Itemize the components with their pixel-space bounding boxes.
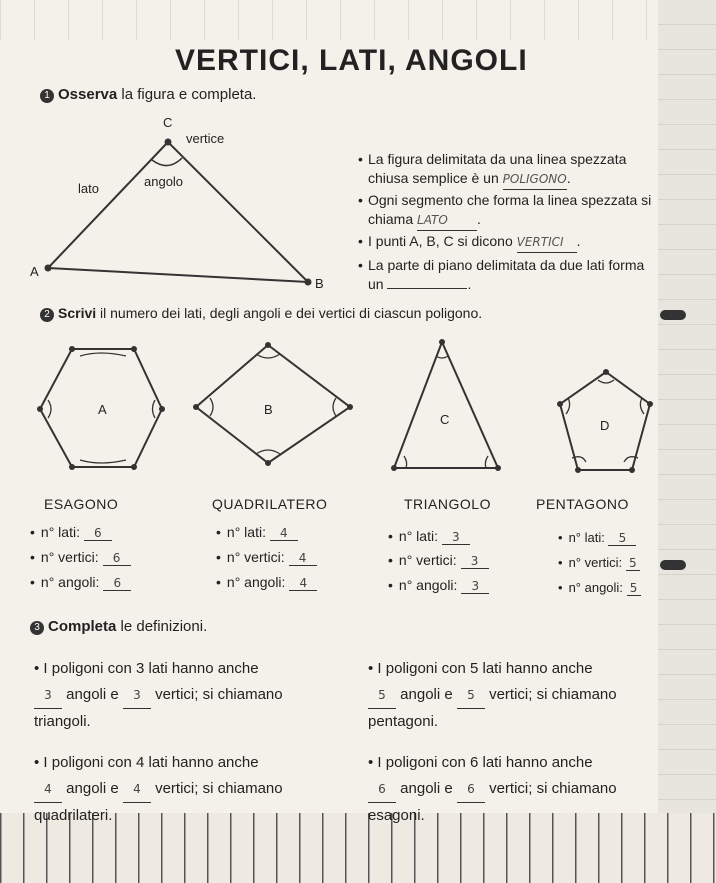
quadrilatero-angoli-row: • n° angoli: 4 (216, 574, 317, 591)
answer-blank: 4 (289, 551, 317, 566)
answer-blank: 3 (461, 579, 489, 594)
esagono-angoli-row: • n° angoli: 6 (30, 574, 131, 591)
polygon-c-label: C (440, 412, 450, 427)
polygon-name-triangolo: TRIANGOLO (404, 496, 491, 512)
vertex-b-label: B (315, 276, 324, 291)
definition-1: • La figura delimitata da una linea spezzata chiusa semplice è un POLIGONO. (368, 150, 653, 190)
answer-blank: 4 (270, 526, 298, 541)
instruction-verb: Completa (48, 618, 117, 635)
page-title: VERTICI, LATI, ANGOLI (175, 44, 528, 77)
instruction-text: la figura e completa. (121, 86, 257, 103)
answer-blank: 4 (289, 576, 317, 591)
binder-ring (660, 310, 686, 320)
pentagono-lati-row: • n° lati: 5 (558, 530, 636, 546)
answer-blank: 6 (103, 551, 131, 566)
definition-esagoni: • I poligoni con 6 lati hanno anche 6 angoli e 6 vertici; si chiamano esagoni. (368, 754, 617, 824)
answer-blank: 6 (368, 776, 396, 803)
instruction-verb: Osserva (58, 86, 118, 103)
answer-blank: 3 (34, 682, 62, 709)
answer-blank: 3 (123, 682, 151, 709)
vertex-a-label: A (30, 264, 39, 279)
polygon-figures (0, 0, 716, 200)
quadrilatero-vertici-row: • n° vertici: 4 (216, 549, 317, 566)
polygon-b-label: B (264, 402, 273, 417)
esagono-lati-row: • n° lati: 6 (30, 524, 112, 541)
definition-pentagoni: • I poligoni con 5 lati hanno anche 5 angoli e 5 vertici; si chiamano pentagoni. (368, 660, 617, 730)
answer-blank: 6 (457, 776, 485, 803)
answer-field: POLIGONO (503, 170, 567, 190)
instruction-verb: Scrivi (58, 305, 97, 321)
answer-field: VERTICI (517, 233, 577, 253)
answer-blank: 6 (84, 526, 112, 541)
answer-blank: 5 (626, 556, 640, 571)
polygon-name-esagono: ESAGONO (44, 496, 119, 512)
answer-blank: 3 (461, 554, 489, 569)
instruction-text: il numero dei lati, degli angoli e dei vertici di ciascun poligono. (100, 305, 483, 321)
definition-3: • I punti A, B, C si dicono VERTICI . (368, 232, 653, 253)
answer-field (387, 288, 467, 289)
triangolo-angoli-row: • n° angoli: 3 (388, 577, 489, 594)
definition-2: • Ogni segmento che forma la linea spezzata si chiama LATO . (368, 191, 653, 231)
exercise-number: 3 (30, 621, 44, 635)
definition-triangoli: • I poligoni con 3 lati hanno anche 3 angoli e 3 vertici; si chiamano triangoli. (34, 660, 283, 730)
vertice-label: vertice (186, 131, 225, 146)
exercise-number: 1 (40, 89, 54, 103)
polygon-name-quadrilatero: QUADRILATERO (212, 496, 328, 512)
quadrilatero-lati-row: • n° lati: 4 (216, 524, 298, 541)
exercise-number: 2 (40, 308, 54, 322)
pentagono-angoli-row: • n° angoli: 5 (558, 580, 641, 596)
polygon-name-pentagono: PENTAGONO (536, 496, 629, 512)
lato-label: lato (78, 181, 99, 196)
polygon-a-label: A (98, 402, 107, 417)
instruction-text: le definizioni. (120, 618, 208, 635)
polygon-d-label: D (600, 418, 610, 433)
answer-blank: 5 (368, 682, 396, 709)
exercise-3-instruction (30, 618, 207, 635)
answer-blank: 4 (123, 776, 151, 803)
binder-ring (660, 560, 686, 570)
answer-blank: 5 (627, 581, 641, 596)
triangolo-lati-row: • n° lati: 3 (388, 528, 470, 545)
exercise-2-instruction (40, 305, 482, 322)
vertex-c-label: C (163, 115, 173, 130)
angolo-label: angolo (144, 174, 184, 189)
definition-quadrilateri: • I poligoni con 4 lati hanno anche 4 angoli e 4 vertici; si chiamano quadrilateri. (34, 754, 283, 824)
answer-blank: 5 (457, 682, 485, 709)
answer-blank: 5 (608, 531, 636, 546)
answer-field: LATO (417, 211, 477, 231)
answer-blank: 3 (442, 530, 470, 545)
esagono-vertici-row: • n° vertici: 6 (30, 549, 131, 566)
triangolo-vertici-row: • n° vertici: 3 (388, 552, 489, 569)
answer-blank: 4 (34, 776, 62, 803)
pentagono-vertici-row: • n° vertici: 5 (558, 555, 640, 571)
definition-4: • La parte di piano delimitata da due lati forma un . (368, 256, 653, 294)
answer-blank: 6 (103, 576, 131, 591)
